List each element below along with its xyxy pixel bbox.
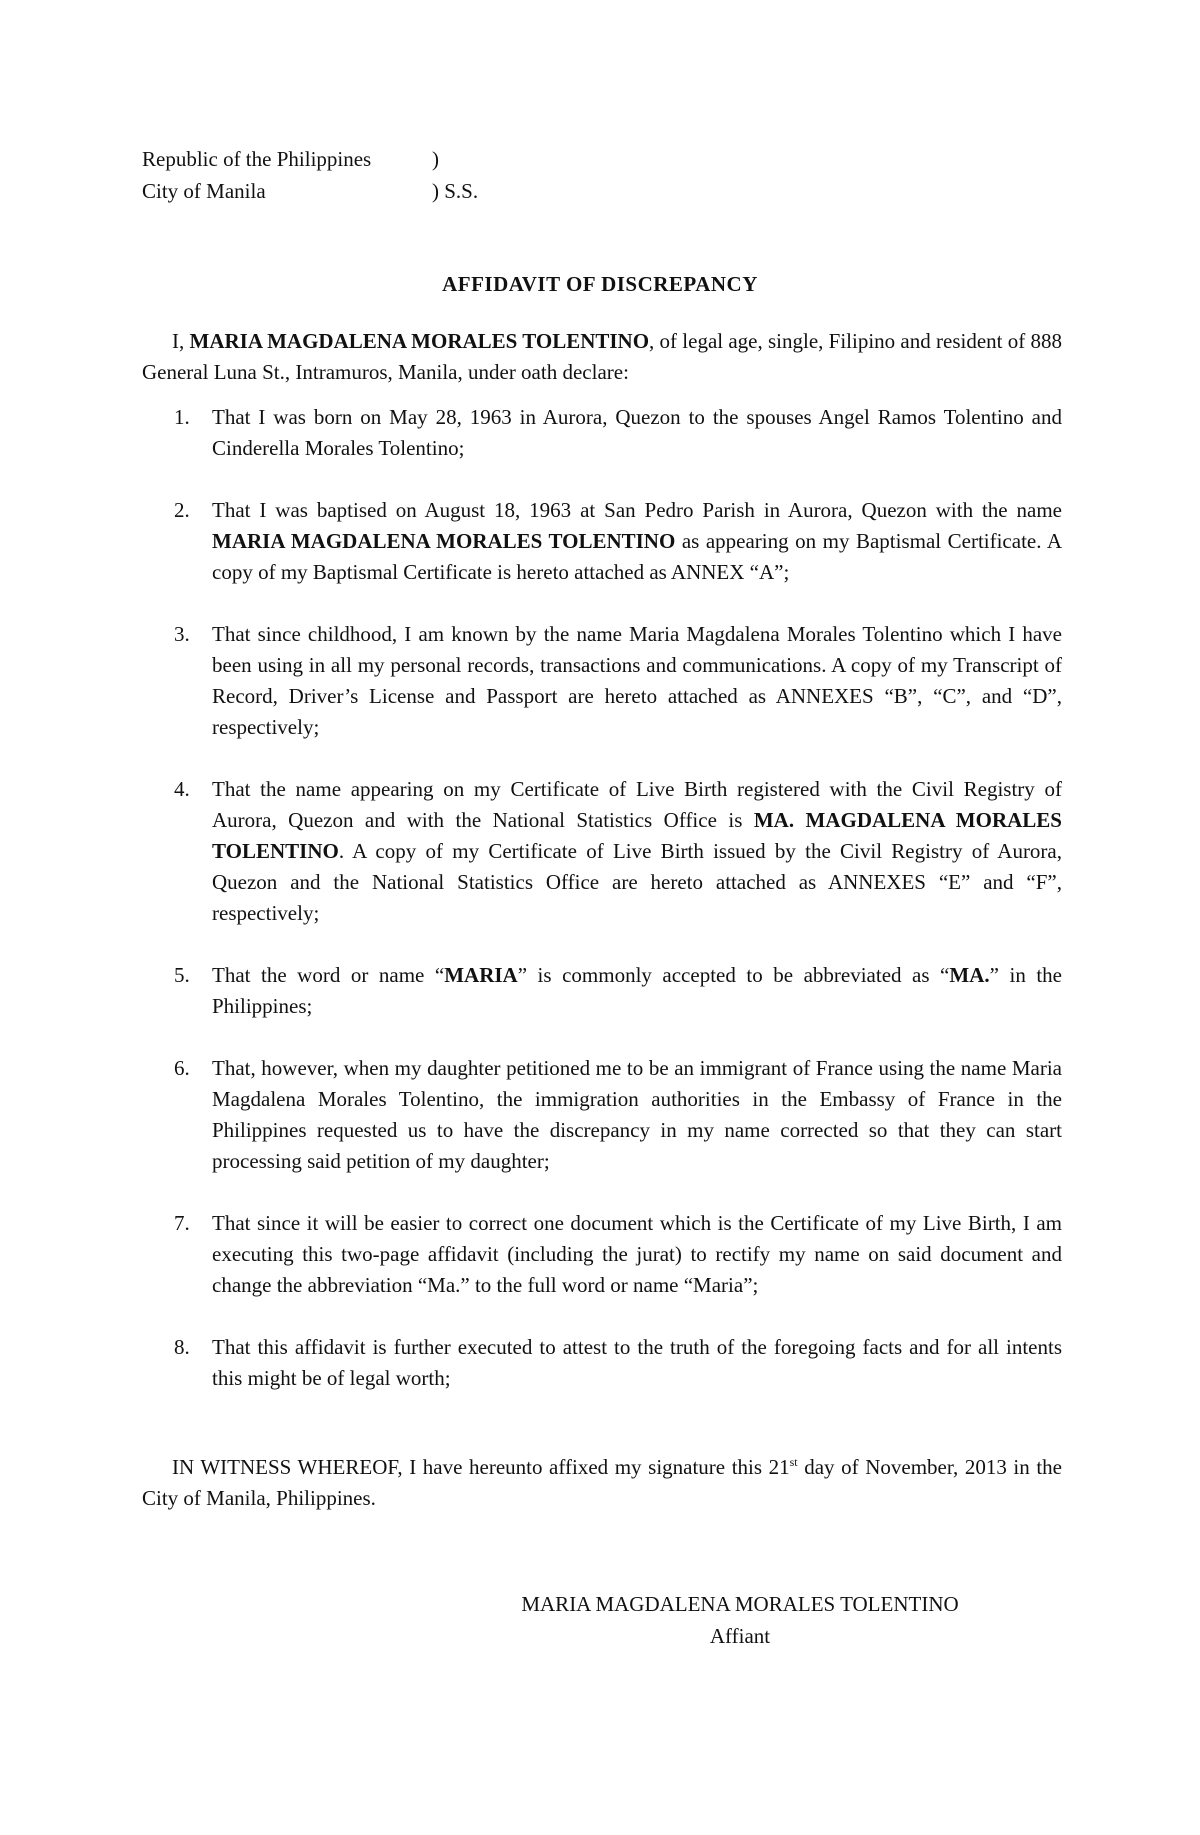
item-text: ” is commonly accepted to be abbreviated as “ bbox=[517, 963, 950, 987]
item-bold-name: MARIA MAGDALENA MORALES TOLENTINO bbox=[212, 529, 676, 553]
venue-line-city bbox=[142, 175, 479, 207]
declaration-item bbox=[142, 402, 1062, 464]
venue-city-text: City of Manila bbox=[142, 179, 266, 203]
item-bold-word: MARIA bbox=[444, 963, 518, 987]
affiant-signature-name: MARIA MAGDALENA MORALES TOLENTINO bbox=[521, 1592, 959, 1616]
item-text: That the name appearing on my Certificate of Live Birth registered with the Civil Registry of Aurora, Quezon and with the National Statistics Office is bbox=[212, 777, 1062, 832]
item-number: 1. bbox=[174, 405, 190, 429]
document-title: AFFIDAVIT OF DISCREPANCY bbox=[442, 272, 758, 296]
item-text: That I was baptised on August 18, 1963 at San Pedro Parish in Aurora, Quezon with the name bbox=[212, 498, 1062, 522]
venue-line-republic bbox=[142, 143, 439, 175]
declaration-item bbox=[142, 619, 1062, 743]
venue-republic-text: Republic of the Philippines bbox=[142, 147, 372, 171]
item-text: That, however, when my daughter petitioned me to be an immigrant of France using the name Maria Magdalena Morales Tolentino, the immigration authorities in the Embassy of France in the Philippines requested us to have the discrepancy in my name corrected so that they can start processing said petition of my daughter; bbox=[212, 1056, 1062, 1173]
witness-ordinal-suffix: st bbox=[789, 1455, 798, 1469]
item-number: 5. bbox=[174, 963, 190, 987]
item-number: 7. bbox=[174, 1211, 190, 1235]
declaration-item bbox=[142, 960, 1062, 1022]
venue-block bbox=[142, 143, 479, 207]
declaration-item bbox=[142, 1053, 1062, 1177]
witness-text: day of November, 2013 in the City of Manila, Philippines. bbox=[142, 1455, 1062, 1510]
affiant-name-bold: MARIA MAGDALENA MORALES TOLENTINO bbox=[189, 329, 650, 353]
venue-paren: ) bbox=[432, 147, 439, 171]
item-text: ” in the Philippines; bbox=[212, 963, 1062, 1018]
item-text: That I was born on May 28, 1963 in Aurora, Quezon to the spouses Angel Ramos Tolentino and Cinderella Morales Tolentino; bbox=[212, 405, 1062, 460]
item-number: 2. bbox=[174, 498, 190, 522]
item-text: That the word or name “ bbox=[212, 963, 445, 987]
item-number: 8. bbox=[174, 1335, 190, 1359]
witness-text: IN WITNESS WHEREOF, I have hereunto affixed my signature this 21 bbox=[172, 1455, 790, 1479]
declaration-item bbox=[142, 774, 1062, 929]
item-text: That since it will be easier to correct one document which is the Certificate of my Live Birth, I am executing this two-page affidavit (including the jurat) to rectify my name on said document and change the abbreviation “Ma.” to the full word or name “Maria”; bbox=[212, 1211, 1062, 1297]
item-number: 4. bbox=[174, 777, 190, 801]
venue-ss: ) S.S. bbox=[432, 179, 479, 203]
signature-block bbox=[490, 1588, 990, 1652]
declaration-item bbox=[142, 1208, 1062, 1301]
item-number: 6. bbox=[174, 1056, 190, 1080]
declaration-item bbox=[142, 495, 1062, 588]
intro-paragraph bbox=[142, 326, 1062, 388]
item-bold-name: MA. MAGDALENA MORALES TOLENTINO bbox=[212, 808, 1062, 863]
item-text: That since childhood, I am known by the name Maria Magdalena Morales Tolentino which I have been using in all my personal records, transactions and communications. A copy of my Transcript of Record, Driver’s License and Passport are hereto attached as ANNEXES “B”, “C”, and “D”, respectively; bbox=[212, 622, 1062, 739]
item-text: as appearing on my Baptismal Certificate. A copy of my Baptismal Certificate is hereto attached as ANNEX “A”; bbox=[212, 529, 1062, 584]
declaration-item bbox=[142, 1332, 1062, 1394]
item-bold-abbrev: MA. bbox=[949, 963, 990, 987]
declaration-list bbox=[142, 402, 1062, 1425]
affiant-label: Affiant bbox=[709, 1624, 771, 1648]
witness-paragraph bbox=[142, 1452, 1062, 1514]
intro-prefix: I, bbox=[172, 329, 190, 353]
item-text: . A copy of my Certificate of Live Birth issued by the Civil Registry of Aurora, Quezon and the National Statistics Office are hereto attached as ANNEXES “E” and “F”, respectively; bbox=[212, 839, 1062, 925]
intro-rest: , of legal age, single, Filipino and resident of 888 General Luna St., Intramuros, Manila, under oath declare: bbox=[142, 329, 1062, 384]
item-number: 3. bbox=[174, 622, 190, 646]
item-text: That this affidavit is further executed to attest to the truth of the foregoing facts and for all intents this might be of legal worth; bbox=[212, 1335, 1062, 1390]
